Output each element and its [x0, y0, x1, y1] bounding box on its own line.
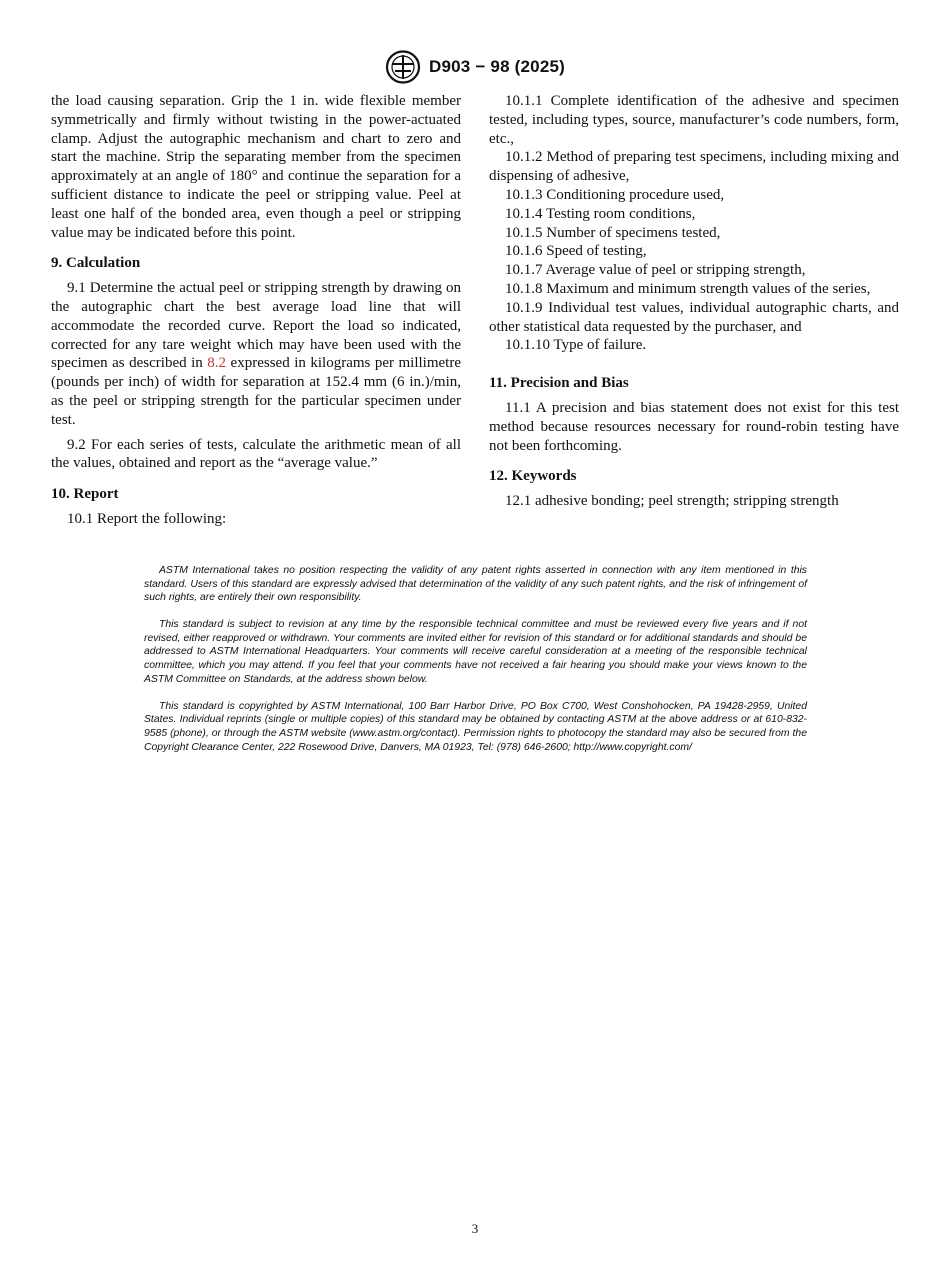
paragraph-10-1: 10.1 Report the following: [67, 510, 227, 527]
document-designation: D903 − 98 (2025) [429, 57, 565, 76]
astm-logo-icon [385, 50, 421, 84]
list-item-10-1-5: 10.1.5 Number of specimens tested, [505, 224, 721, 241]
paragraph-9-1-text-b: expressed in kilograms per millimetre (pounds per inch) of width for separation at 152.4 mm (6 in.)/min, as the peel or stripping strength for the particular specimen under test. [51, 355, 461, 428]
paragraph-9-1 [51, 279, 461, 429]
section-link-8-2[interactable]: 8.2 [207, 355, 227, 372]
section-heading-report: 10. Report [51, 486, 119, 503]
list-item-10-1-6: 10.1.6 Speed of testing, [505, 243, 647, 260]
list-item-10-1-2: 10.1.2 Method of preparing test specimens, including mixing and dispensing of adhesive, [489, 149, 899, 185]
notice-copyright: This standard is copyrighted by ASTM International, 100 Barr Harbor Drive, PO Box C700, West Conshohocken, PA 19428-2959, United States. Individual reprints (single or multiple copies) of this standard may be obtained by contacting ASTM at the above address or at 610-832-9585 (phone), or through the ASTM website (www.astm.org/contact). Permission rights to photocopy the standard may also be secured from the Copyright Clearance Center, 222 Rosewood Drive, Danvers, MA 01923, Tel: (978) 646-2600; http://www.copyright.com/ [144, 700, 807, 753]
notice-revision: This standard is subject to revision at any time by the responsible technical committee and must be reviewed every five years and if not revised, either reapproved or withdrawn. Your comments are invited either for revision of this standard or for additional standards and should be addressed to ASTM International Headquarters. Your comments will receive careful consideration at a meeting of the responsible technical committee, which you may attend. If you feel that your comments have not received a fair hearing you should make your views known to the ASTM Committee on Standards, at the address shown below. [144, 619, 807, 685]
section-heading-calculation: 9. Calculation [51, 255, 141, 272]
paragraph-12-1: 12.1 adhesive bonding; peel strength; stripping strength [505, 493, 839, 510]
section-heading-precision-bias: 11. Precision and Bias [489, 375, 629, 392]
paragraph-9-1-text-a: 9.1 Determine the actual peel or stripping strength by drawing on the autographic chart the best average load line that will accommodate the recorded curve. Report the load so indicated, corrected for any tare weight which may have been used with the specimen as described in [51, 280, 461, 372]
paragraph-9-2: 9.2 For each series of tests, calculate the arithmetic mean of all the values, obtained and report as the “average value.” [51, 436, 461, 472]
paragraph-11-1: 11.1 A precision and bias statement does not exist for this test method because resources necessary for round-robin testing have not been forthcoming. [489, 399, 899, 454]
list-item-10-1-10: 10.1.10 Type of failure. [505, 337, 647, 354]
page-number: 3 [471, 1221, 479, 1236]
legal-notices [144, 564, 807, 768]
page-header [0, 50, 950, 84]
list-item-10-1-1: 10.1.1 Complete identification of the adhesive and specimen tested, including types, source, manufacturer’s code numbers, form, etc., [489, 93, 899, 147]
list-item-10-1-4: 10.1.4 Testing room conditions, [505, 205, 696, 222]
list-item-10-1-7: 10.1.7 Average value of peel or stripping strength, [505, 262, 806, 279]
notice-patent-rights: ASTM International takes no position respecting the validity of any patent rights asserted in connection with any item mentioned in this standard. Users of this standard are expressly advised that determination of the validity of any such patent rights, and the risk of infringement of such rights, are entirely their own responsibility. [144, 565, 807, 604]
list-item-10-1-9: 10.1.9 Individual test values, individual autographic charts, and other statistical data requested by the purchaser, and [489, 299, 899, 335]
left-column [51, 92, 461, 529]
right-column [489, 92, 899, 511]
section-heading-keywords: 12. Keywords [489, 468, 577, 485]
list-item-10-1-3: 10.1.3 Conditioning procedure used, [505, 186, 725, 203]
paragraph-continued: the load causing separation. Grip the 1 in. wide flexible member symmetrically and firmly without twisting in the power-actuated clamp. Adjust the autographic mechanism and chart to zero and start the machine. Strip the separating member from the specimen approximately at an angle of 180° and continue the separation for a sufficient distance to indicate the peel or stripping value. Peel at least one half of the bonded area, even though a peel or stripping value may be indicated before this point. [51, 93, 461, 241]
list-item-10-1-8: 10.1.8 Maximum and minimum strength values of the series, [505, 280, 871, 297]
